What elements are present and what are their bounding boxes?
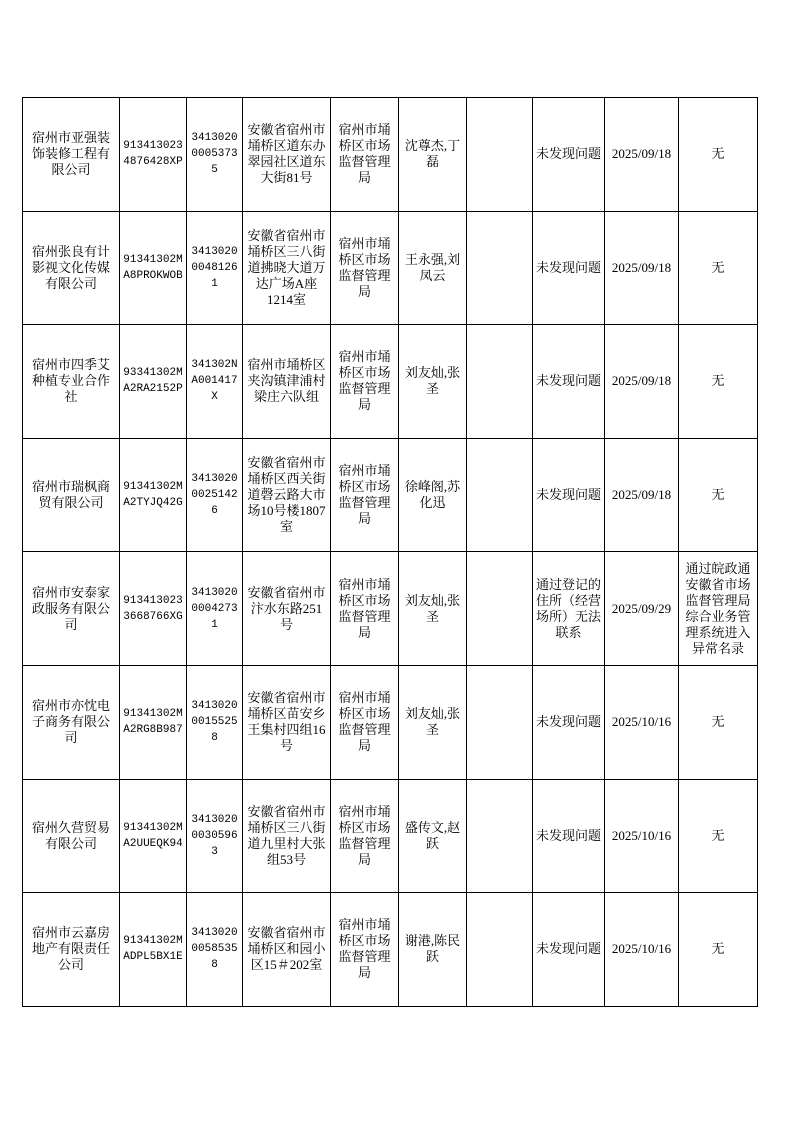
company-name: 宿州市四季艾种植专业合作社 [31, 357, 110, 405]
inspectors-cell [399, 325, 467, 439]
address-cell [243, 325, 331, 439]
company-name: 宿州市安泰家政服务有限公司 [31, 584, 110, 632]
inspection-result: 未发现问题 [535, 146, 601, 162]
registration-authority: 宿州市埇桥区市场监督管理局 [338, 803, 391, 867]
inspectors: 沈尊杰,丁磊 [404, 138, 461, 170]
blank-cell [467, 552, 533, 666]
inspectors-cell [399, 211, 467, 325]
company-cell [23, 98, 120, 212]
registration-authority: 宿州市埇桥区市场监督管理局 [338, 917, 391, 981]
registration-number: 341302000481261 [191, 245, 238, 290]
registration-authority: 宿州市埇桥区市场监督管理局 [338, 349, 391, 413]
address-cell [243, 98, 331, 212]
company-name: 宿州市瑞枫商贸有限公司 [31, 479, 110, 511]
registration-authority: 宿州市埇桥区市场监督管理局 [338, 122, 391, 186]
table-row [23, 438, 758, 552]
company-name: 宿州市亦忱电子商务有限公司 [31, 698, 110, 746]
date-cell [605, 779, 679, 893]
blank-cell [467, 779, 533, 893]
address: 安徽省宿州市汴水东路251号 [247, 584, 326, 632]
credit-code-cell [120, 325, 187, 439]
company-cell [23, 665, 120, 779]
authority-cell [331, 211, 399, 325]
handling-result: 无 [711, 259, 725, 275]
credit-code-cell [120, 438, 187, 552]
registration-number: 341302000251426 [191, 473, 238, 518]
table-row [23, 779, 758, 893]
authority-cell [331, 325, 399, 439]
address: 安徽省宿州市埇桥区三八街道九里村大张组53号 [247, 803, 326, 867]
blank-cell [467, 98, 533, 212]
inspection-date: 2025/10/16 [611, 827, 672, 843]
result-cell [533, 98, 605, 212]
inspection-result: 通过登记的住所（经营场所）无法联系 [535, 576, 601, 640]
handling-cell [679, 665, 758, 779]
address-cell [243, 438, 331, 552]
inspectors: 刘友灿,张圣 [404, 592, 461, 624]
result-cell [533, 211, 605, 325]
credit-code-cell [120, 893, 187, 1007]
credit-code-cell [120, 98, 187, 212]
company-cell [23, 893, 120, 1007]
credit-code-cell [120, 211, 187, 325]
inspectors-cell [399, 438, 467, 552]
handling-cell [679, 98, 758, 212]
date-cell [605, 98, 679, 212]
address: 安徽省宿州市埇桥区三八街道拂晓大道万达广场A座1214室 [247, 227, 326, 307]
registration-number-cell [187, 552, 243, 666]
result-cell [533, 325, 605, 439]
address: 安徽省宿州市埇桥区道东办翠园社区道东大街81号 [247, 122, 326, 186]
authority-cell [331, 665, 399, 779]
inspectors: 谢港,陈民跃 [404, 933, 461, 965]
inspection-date: 2025/10/16 [611, 714, 672, 730]
table-row [23, 98, 758, 212]
result-cell [533, 779, 605, 893]
inspectors-cell [399, 893, 467, 1007]
result-cell [533, 665, 605, 779]
address: 安徽省宿州市埇桥区苗安乡王集村四组16号 [247, 690, 326, 754]
authority-cell [331, 438, 399, 552]
registration-number-cell [187, 438, 243, 552]
authority-cell [331, 552, 399, 666]
inspection-date: 2025/09/29 [611, 600, 672, 616]
address-cell [243, 552, 331, 666]
company-name: 宿州张良有计影视文化传媒有限公司 [31, 243, 110, 291]
registration-number: 341302000155258 [191, 700, 238, 745]
handling-cell [679, 779, 758, 893]
inspection-result: 未发现问题 [535, 714, 601, 730]
registration-number-cell [187, 893, 243, 1007]
date-cell [605, 552, 679, 666]
result-cell [533, 438, 605, 552]
authority-cell [331, 893, 399, 1007]
registration-number: 341302NA001417X [191, 359, 238, 404]
address: 宿州市埇桥区夹沟镇津浦村梁庄六队组 [247, 357, 326, 405]
registration-number-cell [187, 211, 243, 325]
inspection-result: 未发现问题 [535, 487, 601, 503]
inspection-date: 2025/09/18 [611, 373, 672, 389]
address-cell [243, 211, 331, 325]
credit-code-cell [120, 779, 187, 893]
blank-cell [467, 325, 533, 439]
handling-result: 无 [711, 487, 725, 503]
inspection-results-table [22, 97, 758, 1007]
table-row [23, 211, 758, 325]
handling-cell [679, 552, 758, 666]
registration-authority: 宿州市埇桥区市场监督管理局 [338, 235, 391, 299]
company-name: 宿州市云嘉房地产有限责任公司 [31, 925, 110, 973]
registration-number: 341302000042731 [191, 586, 238, 631]
inspectors: 刘友灿,张圣 [404, 706, 461, 738]
company-cell [23, 552, 120, 666]
inspection-date: 2025/09/18 [611, 487, 672, 503]
registration-number-cell [187, 665, 243, 779]
registration-number-cell [187, 779, 243, 893]
registration-number: 341302000305963 [191, 813, 238, 858]
address: 安徽省宿州市埇桥区和园小区15＃202室 [247, 925, 326, 973]
handling-cell [679, 211, 758, 325]
credit-code: 9134130234876428XP [123, 140, 183, 169]
inspectors: 盛传文,赵跃 [404, 819, 461, 851]
credit-code-cell [120, 552, 187, 666]
date-cell [605, 665, 679, 779]
registration-authority: 宿州市埇桥区市场监督管理局 [338, 576, 391, 640]
inspection-result: 未发现问题 [535, 941, 601, 957]
inspection-date: 2025/09/18 [611, 146, 672, 162]
inspectors: 王永强,刘凤云 [404, 251, 461, 283]
company-cell [23, 325, 120, 439]
handling-result: 无 [711, 941, 725, 957]
company-name: 宿州市亚强装饰装修工程有限公司 [31, 130, 110, 178]
table-row [23, 893, 758, 1007]
company-cell [23, 779, 120, 893]
handling-result: 无 [711, 373, 725, 389]
company-name: 宿州久营贸易有限公司 [31, 819, 110, 851]
inspection-date: 2025/09/18 [611, 259, 672, 275]
inspectors-cell [399, 665, 467, 779]
inspectors: 徐峰阁,苏化迅 [404, 479, 461, 511]
table-row [23, 552, 758, 666]
inspection-result: 未发现问题 [535, 259, 601, 275]
table-row [23, 665, 758, 779]
inspection-result: 未发现问题 [535, 373, 601, 389]
registration-number-cell [187, 325, 243, 439]
inspection-date: 2025/10/16 [611, 941, 672, 957]
registration-authority: 宿州市埇桥区市场监督管理局 [338, 463, 391, 527]
inspectors-cell [399, 98, 467, 212]
date-cell [605, 325, 679, 439]
handling-result: 通过皖政通安徽省市场监督管理局综合业务管理系统进入异常名录 [685, 560, 751, 656]
date-cell [605, 438, 679, 552]
handling-cell [679, 325, 758, 439]
credit-code: 91341302MA2TYJQ42G [123, 481, 183, 510]
date-cell [605, 893, 679, 1007]
table-row [23, 325, 758, 439]
result-cell [533, 552, 605, 666]
company-cell [23, 438, 120, 552]
address-cell [243, 779, 331, 893]
registration-number: 341302000585358 [191, 927, 238, 972]
registration-number: 341302000053735 [191, 132, 238, 177]
address-cell [243, 893, 331, 1007]
credit-code: 91341302MA8PROKWOB [123, 253, 183, 282]
credit-code: 91341302MA2RG8B987 [123, 708, 183, 737]
blank-cell [467, 665, 533, 779]
blank-cell [467, 438, 533, 552]
registration-number-cell [187, 98, 243, 212]
result-cell [533, 893, 605, 1007]
blank-cell [467, 893, 533, 1007]
handling-result: 无 [711, 146, 725, 162]
handling-cell [679, 893, 758, 1007]
credit-code: 91341302MA2UUEQK94 [123, 821, 183, 850]
registration-authority: 宿州市埇桥区市场监督管理局 [338, 690, 391, 754]
inspection-result: 未发现问题 [535, 827, 601, 843]
inspectors-cell [399, 552, 467, 666]
credit-code: 93341302MA2RA2152P [123, 367, 183, 396]
credit-code: 91341302MADPL5BX1E [123, 935, 183, 964]
handling-result: 无 [711, 714, 725, 730]
inspectors: 刘友灿,张圣 [404, 365, 461, 397]
inspectors-cell [399, 779, 467, 893]
credit-code: 9134130233668766XG [123, 594, 183, 623]
date-cell [605, 211, 679, 325]
authority-cell [331, 98, 399, 212]
handling-result: 无 [711, 827, 725, 843]
blank-cell [467, 211, 533, 325]
address: 安徽省宿州市埇桥区西关街道磬云路大市场10号楼1807室 [247, 455, 326, 535]
company-cell [23, 211, 120, 325]
handling-cell [679, 438, 758, 552]
credit-code-cell [120, 665, 187, 779]
authority-cell [331, 779, 399, 893]
address-cell [243, 665, 331, 779]
